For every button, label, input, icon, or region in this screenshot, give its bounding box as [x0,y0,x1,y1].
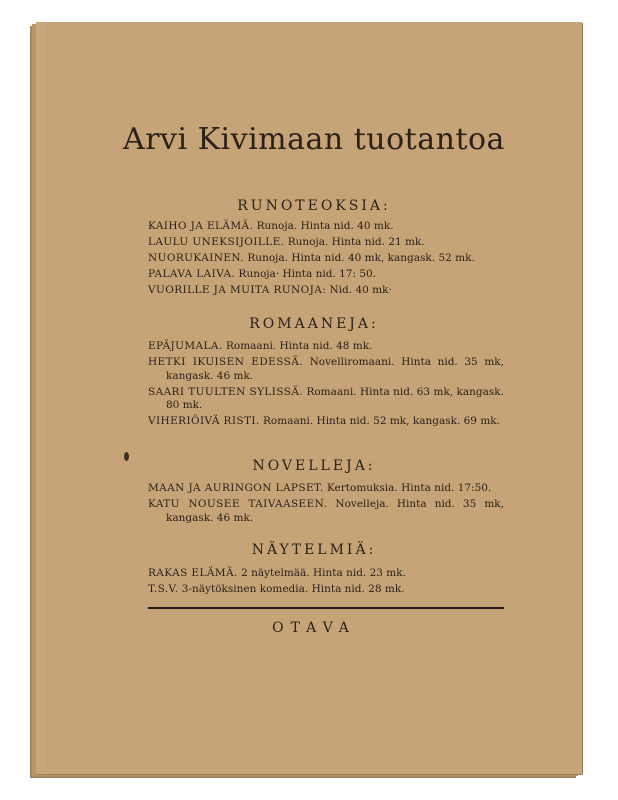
entry-title: KATU NOUSEE TAIVAASEEN. [148,498,328,510]
entry-detail: Runoja. Hinta nid. 21 mk. [287,236,425,248]
list-item [148,284,504,298]
entry-title: EPÄJUMALA. [148,340,223,352]
book-back-cover [36,22,582,774]
list-item [148,482,504,496]
entry-detail: Romaani. Hinta nid. 48 mk. [225,340,373,352]
divider-rule [148,607,504,609]
list-item [148,220,504,234]
list-item [148,498,504,525]
entry-title: LAULU UNEKSIJOILLE. [148,236,285,248]
entry-detail: Runoja· Hinta nid. 17: 50. [238,268,377,280]
list-item [148,356,504,383]
section-entries-runoteoksia [148,220,504,300]
entry-detail: Novelleja. Hinta nid. 35 mk, kangask. 46 mk. [166,498,504,524]
section-heading-novelleja: NOVELLEJA: [252,458,376,474]
cover-page [46,22,582,774]
entry-title: PALAVA LAIVA. [148,268,236,280]
entry-title: VUORILLE JA MUITA RUNOJA: [148,284,327,296]
entry-detail: Novelliromaani. Hinta nid. 35 mk, kangask. 46 mk. [166,356,504,382]
list-item [148,252,504,266]
list-item [148,340,504,354]
list-item [148,415,504,429]
entry-detail: Runoja. Hinta nid. 40 mk. [256,220,394,232]
entry-title: KAIHO JA ELÄMÄ. [148,220,254,232]
section-entries-novelleja [148,482,504,528]
entry-detail: Romaani. Hinta nid. 52 mk, kangask. 69 mk. [263,415,500,427]
entry-detail: 3-näytöksinen komedia. Hinta nid. 28 mk. [181,583,405,595]
section-entries-naytelmia [148,567,504,599]
entry-detail: 2 näytelmää. Hinta nid. 23 mk. [241,567,406,579]
entry-detail: Nid. 40 mk· [329,284,392,296]
entry-title: RAKAS ELÄMÄ. [148,567,238,579]
section-entries-romaaneja [148,340,504,431]
section-heading-romaaneja: ROMAANEJA: [249,316,379,332]
entry-title: NUORUKAINEN. [148,252,245,264]
page-title: Arvi Kivimaan tuotantoa [123,122,505,157]
publisher-name: OTAVA [272,620,356,636]
list-item [148,583,504,597]
entry-detail: Runoja. Hinta nid. 40 mk, kangask. 52 mk. [247,252,475,264]
list-item [148,268,504,282]
entry-title: T.S.V. [148,583,179,595]
section-heading-runoteoksia: RUNOTEOKSIA: [237,198,391,214]
entry-detail: Kertomuksia. Hinta nid. 17:50. [327,482,492,494]
list-item [148,386,504,413]
entry-title: MAAN JA AURINGON LAPSET. [148,482,324,494]
list-item [148,236,504,250]
list-item [148,567,504,581]
entry-detail: Romaani. Hinta nid. 63 mk, kangask. 80 mk. [166,385,504,411]
entry-title: SAARI TUULTEN SYLISSÄ. [148,385,304,398]
entry-title: HETKI IKUISEN EDESSÄ. [148,356,303,368]
section-heading-naytelmia: NÄYTELMIÄ: [251,542,377,558]
entry-title: VIHERIÖIVÄ RISTI. [148,415,260,427]
